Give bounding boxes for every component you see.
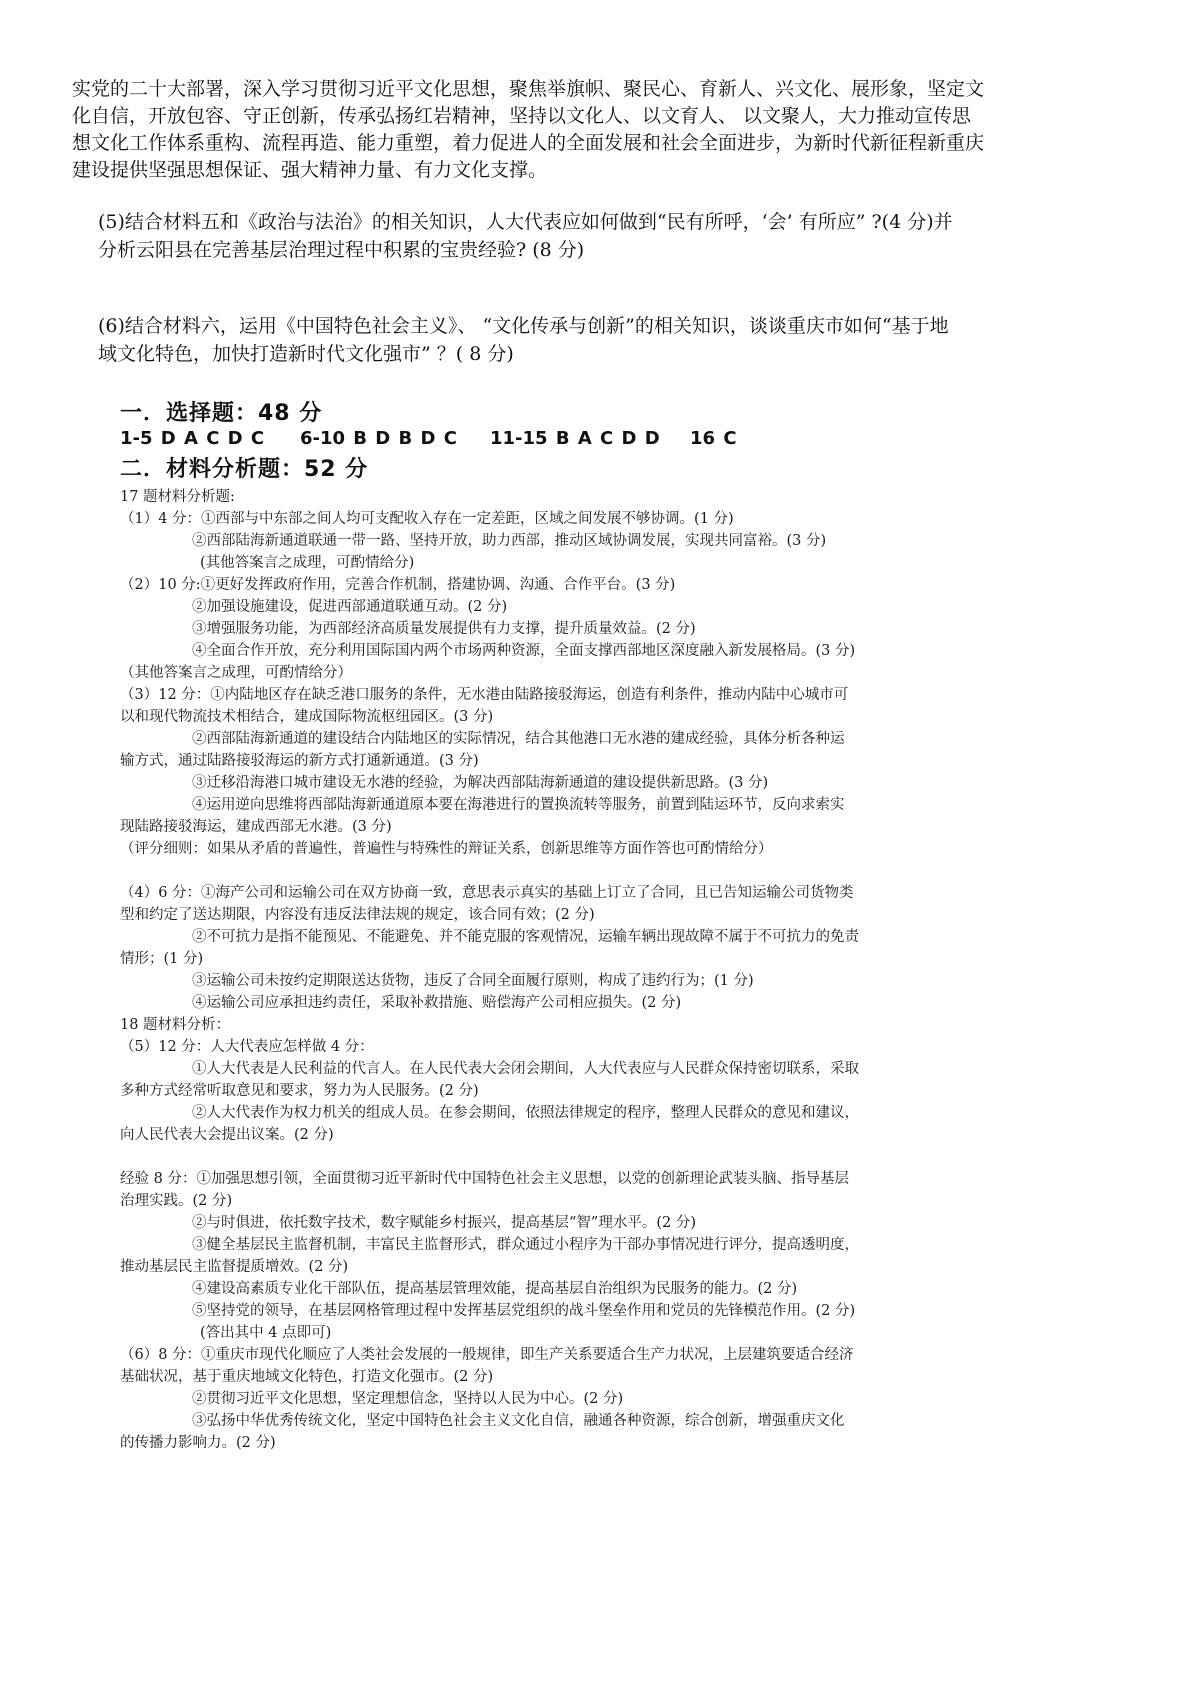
- choice-answer-group: 11-15 B A C D D: [490, 428, 660, 449]
- answer-line: ③健全基层民主监督机制，丰富民主监督形式，群众通过小程序为干部办事情况进行评分，提高透明度，: [192, 1237, 859, 1253]
- answer-line: 18 题材料分析：: [120, 1017, 231, 1033]
- question-line: 域文化特色，加快打造新时代文化强市” ？( 8 分): [98, 343, 514, 365]
- answer-line: ④建设高素质专业化干部队伍，提高基层管理效能，提高基层自治组织为民服务的能力。(2 分): [192, 1281, 798, 1297]
- intro-line: 实党的二十大部署，深入学习贯彻习近平文化思想，聚焦举旗帜、聚民心、育新人、兴文化、展形象，坚定文: [72, 78, 985, 100]
- answer-line: ②与时俱进，依托数字技术，数字赋能乡村振兴，提高基层“智”理水平。(2 分): [192, 1215, 696, 1231]
- answer-line: 以和现代物流技术相结合，建成国际物流枢纽园区。(3 分): [120, 709, 494, 725]
- blank-line: [120, 1146, 980, 1168]
- question-line: 分析云阳县在完善基层治理过程中积累的宝贵经验? (8 分): [98, 239, 585, 261]
- answer-line: ②贯彻习近平文化思想，坚定理想信念，坚持以人民为中心。(2 分): [192, 1391, 624, 1407]
- answer-line: （其他答案言之成理，可酌情给分）: [120, 665, 352, 681]
- answer-line: (其他答案言之成理，可酌情给分): [200, 555, 415, 571]
- answer-line: （评分细则：如果从矛盾的普遍性，普遍性与特殊性的辩证关系，创新思维等方面作答也可酌情给分）: [120, 841, 773, 857]
- answer-line: ②人大代表作为权力机关的组成人员。在参会期间，依照法律规定的程序，整理人民群众的意见和建议，: [192, 1105, 859, 1121]
- question-line: (6)结合材料六，运用《中国特色社会主义》、 “文化传承与创新”的相关知识，谈谈重庆市如何“基于地: [98, 315, 949, 337]
- answer-line: （2）10 分:①更好发挥政府作用，完善合作机制，搭建协调、沟通、合作平台。(3 分): [120, 577, 676, 593]
- answer-key: [120, 486, 980, 1454]
- answer-line: （5）12 分：人大代表应怎样做 4 分：: [120, 1039, 374, 1055]
- answer-line: （4）6 分：①海产公司和运输公司在双方协商一致，意思表示真实的基础上订立了合同，且已告知运输公司货物类: [120, 885, 854, 901]
- answer-line: ③弘扬中华优秀传统文化，坚定中国特色社会主义文化自信，融通各种资源，综合创新，增强重庆文化: [192, 1413, 845, 1429]
- answer-line: 情形；(1 分): [120, 951, 204, 967]
- answer-line: 经验 8 分：①加强思想引领，全面贯彻习近平新时代中国特色社会主义思想，以党的创新理论武装头脑、指导基层: [120, 1171, 849, 1187]
- section-title-analysis: 二．材料分析题：52 分: [120, 457, 369, 482]
- answer-line: (答出其中 4 点即可): [200, 1325, 332, 1341]
- answer-line: （1）4 分：①西部与中东部之间人均可支配收入存在一定差距，区域之间发展不够协调。(1 分): [120, 511, 734, 527]
- answer-line: ④运输公司应承担违约责任，采取补救措施、赔偿海产公司相应损失。(2 分): [192, 995, 682, 1011]
- intro-line: 化自信，开放包容、守正创新，传承弘扬红岩精神，坚持以文化人、以文育人、 以文聚人，大力推动宣传思: [72, 105, 972, 127]
- answer-line: ④运用逆向思维将西部陆海新通道原本要在海港进行的置换流转等服务，前置到陆运环节，反向求索实: [192, 797, 845, 813]
- answer-line: ⑤坚持党的领导，在基层网格管理过程中发挥基层党组织的战斗堡垒作用和党员的先锋模范作用。(2 分): [192, 1303, 856, 1319]
- answer-line: ①人大代表是人民利益的代言人。在人民代表大会闭会期间，人大代表应与人民群众保持密切联系，采取: [192, 1061, 859, 1077]
- section-title-choice: 一．选择题：48 分: [120, 401, 323, 426]
- choice-answers: [120, 428, 737, 449]
- question-6: [98, 312, 949, 368]
- answer-line: 治理实践。(2 分): [120, 1193, 233, 1209]
- intro-line: 建设提供坚强思想保证、强大精神力量、有力文化支撑。: [72, 159, 548, 181]
- answer-line: 输方式，通过陆路接驳海运的新方式打通新通道。(3 分): [120, 753, 479, 769]
- answer-line: （6）8 分：①重庆市现代化顺应了人类社会发展的一般规律，即生产关系要适合生产力状况，上层建筑要适合经济: [120, 1347, 854, 1363]
- question-line: (5)结合材料五和《政治与法治》的相关知识，人大代表应如何做到“民有所呼，‘会’ 有所应” ?(4 分)并: [98, 211, 953, 233]
- answer-line: ④全面合作开放，充分利用国际国内两个市场两种资源，全面支撑西部地区深度融入新发展格局。(3 分): [192, 643, 856, 659]
- answer-line: ③迁移沿海港口城市建设无水港的经验，为解决西部陆海新通道的建设提供新思路。(3 分): [192, 775, 769, 791]
- answer-line: 推动基层民主监督提质增效。(2 分): [120, 1259, 349, 1275]
- answer-line: ③运输公司未按约定期限送达货物，违反了合同全面履行原则，构成了违约行为；(1 分): [192, 973, 754, 989]
- answer-line: 现陆路接驳海运，建成西部无水港。(3 分): [120, 819, 392, 835]
- choice-answer-group: 1-5 D A C D C: [120, 428, 265, 449]
- intro-line: 想文化工作体系重构、流程再造、能力重塑，着力促进人的全面发展和社会全面进步，为新时代新征程新重庆: [72, 132, 985, 154]
- blank-line: [120, 860, 980, 882]
- answer-line: ③增强服务功能，为西部经济高质量发展提供有力支撑，提升质量效益。(2 分): [192, 621, 696, 637]
- intro-paragraph: [72, 76, 1132, 184]
- answer-line: 基础状况，基于重庆地域文化特色，打造文化强市。(2 分): [120, 1369, 494, 1385]
- answer-line: （3）12 分：①内陆地区存在缺乏港口服务的条件，无水港由陆路接驳海运，创造有利条件，推动内陆中心城市可: [120, 687, 849, 703]
- choice-answer-group: 6-10 B D B D C: [300, 428, 457, 449]
- answer-line: 的传播力影响力。(2 分): [120, 1435, 276, 1451]
- answer-line: ②西部陆海新通道的建设结合内陆地区的实际情况，结合其他港口无水港的建成经验，具体分析各种运: [192, 731, 845, 747]
- answer-line: 向人民代表大会提出议案。(2 分): [120, 1127, 334, 1143]
- choice-answer-group: 16 C: [690, 428, 737, 449]
- answer-line: ②不可抗力是指不能预见、不能避免、并不能克服的客观情况，运输车辆出现故障不属于不可抗力的免责: [192, 929, 859, 945]
- answer-line: ②加强设施建设，促进西部通道联通互动。(2 分): [192, 599, 508, 615]
- answer-line: 型和约定了送达期限，内容没有违反法律法规的规定，该合同有效；(2 分): [120, 907, 595, 923]
- question-5: [98, 208, 953, 264]
- answer-line: 17 题材料分析题:: [120, 489, 235, 505]
- answer-line: ②西部陆海新通道联通一带一路、坚持开放，助力西部，推动区域协调发展，实现共同富裕。(3 分): [192, 533, 827, 549]
- answer-line: 多种方式经常听取意见和要求，努力为人民服务。(2 分): [120, 1083, 479, 1099]
